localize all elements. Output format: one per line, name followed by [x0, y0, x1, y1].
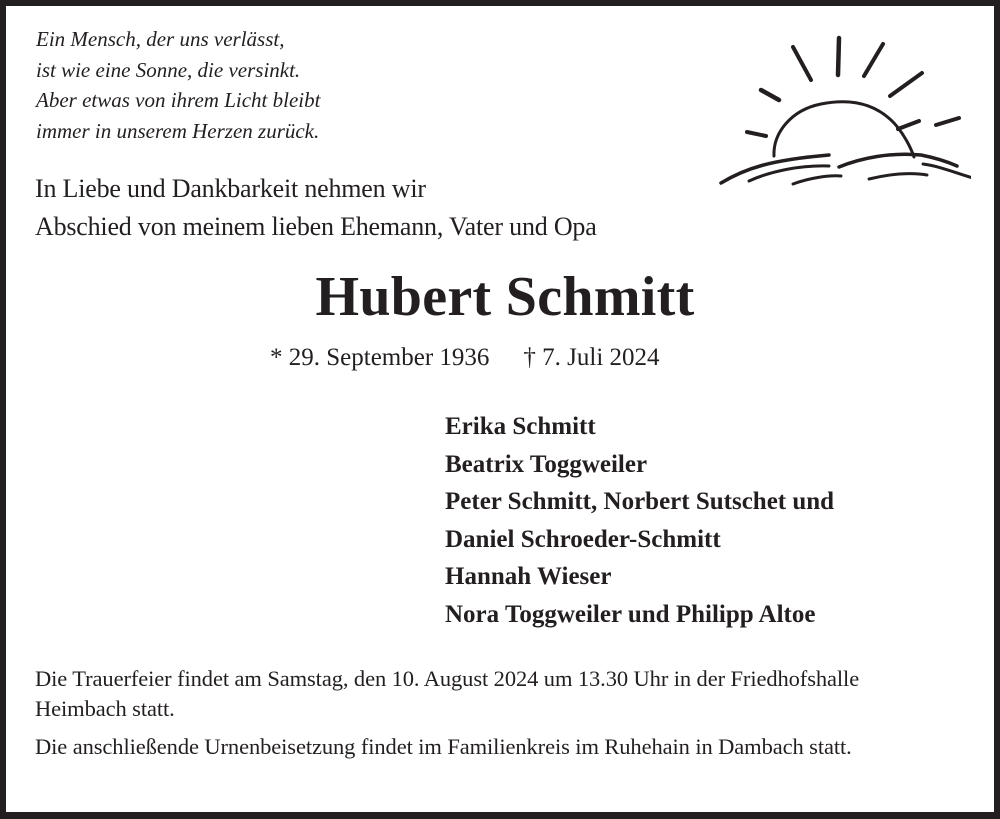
motto-verse — [36, 24, 320, 146]
motto-line: Aber etwas von ihrem Licht bleibt — [36, 88, 321, 112]
intro-line: In Liebe und Dankbarkeit nehmen wir — [35, 174, 426, 203]
funeral-notice — [35, 664, 955, 770]
family-list — [445, 408, 834, 634]
motto-line: immer in unserem Herzen zurück. — [36, 118, 320, 143]
motto-line: ist wie eine Sonne, die versinkt. — [36, 57, 301, 82]
family-member: Beatrix Toggweiler — [445, 450, 648, 478]
birth-date: * 29. September 1936 — [270, 344, 490, 371]
family-member: Peter Schmitt, Norbert Sutschet und — [445, 488, 835, 516]
ceremony-notice: Die Trauerfeier findet am Samstag, den 10. August 2024 um 13.30 Uhr in der Friedhofshalle Heimbach statt. — [35, 666, 860, 721]
family-member: Daniel Schroeder-Schmitt — [445, 525, 721, 553]
burial-notice: Die anschließende Urnenbeisetzung findet im Familienkreis im Ruhehain in Dambach statt. — [35, 734, 852, 759]
family-member: Erika Schmitt — [445, 413, 596, 440]
motto-line: Ein Mensch, der uns verlässt, — [36, 27, 285, 51]
setting-sun-icon — [711, 28, 971, 188]
family-member: Nora Toggweiler und Philipp Altoe — [445, 600, 816, 628]
intro-line: Abschied von meinem lieben Ehemann, Vater und Opa — [35, 212, 597, 241]
obituary-card — [6, 6, 994, 812]
intro-text — [35, 170, 597, 246]
family-member: Hannah Wieser — [445, 563, 612, 591]
death-date: † 7. Juli 2024 — [523, 344, 660, 371]
deceased-name: Hubert Schmitt — [315, 266, 695, 328]
life-dates — [270, 340, 660, 376]
